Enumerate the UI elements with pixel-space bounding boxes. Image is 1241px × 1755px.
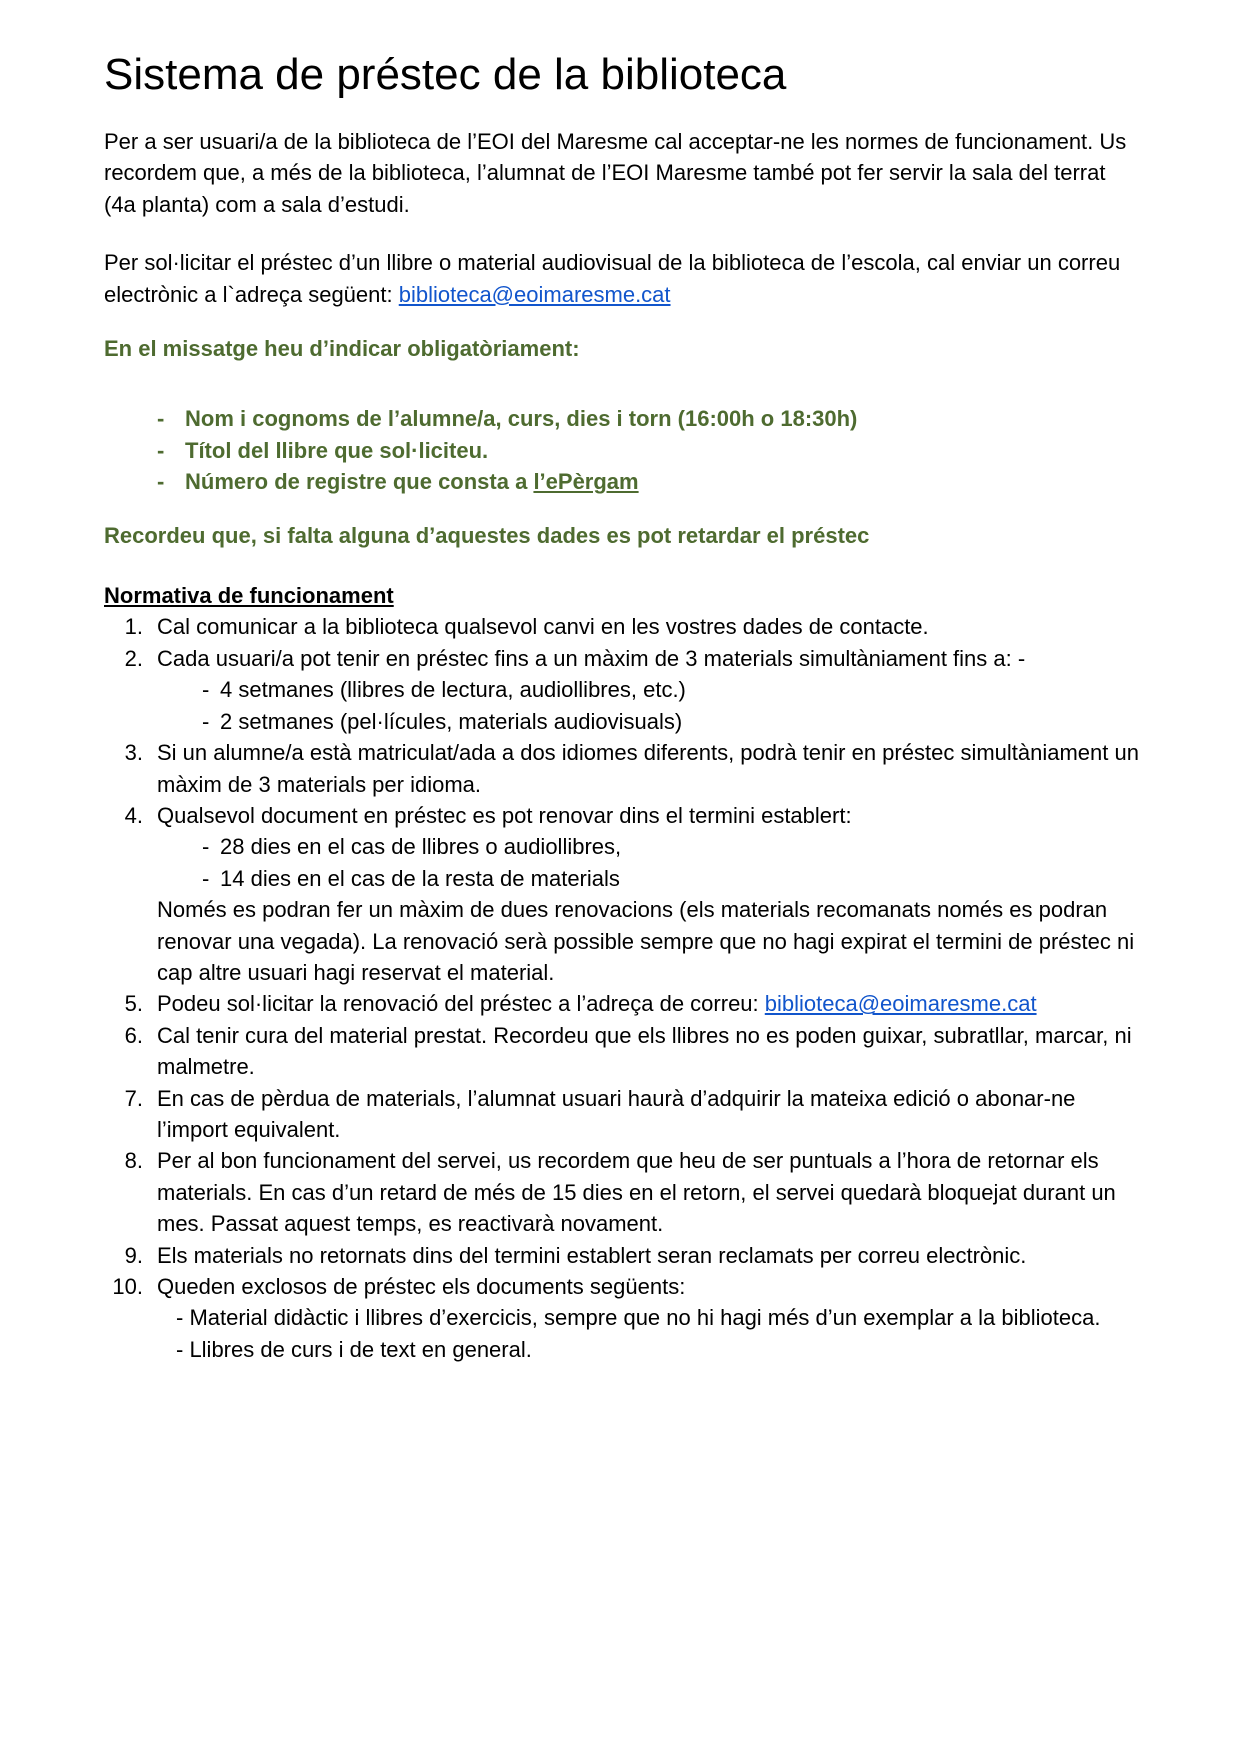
rule-item (104, 1020, 1151, 1083)
rule-text: Podeu sol·licitar la renovació del préstec a l’adreça de correu: (157, 991, 765, 1017)
rule-subitem-text: 14 dies en el cas de la resta de materials (220, 865, 620, 891)
rule-text: Queden exclosos de préstec els documents següents: (157, 1274, 686, 1299)
dash-marker: - (157, 469, 165, 495)
dash-marker: - (202, 677, 210, 703)
intro-paragraph-2-text: Per sol·licitar el préstec d’un llibre o material audiovisual de la biblioteca de l’escola, cal enviar un correu electrònic a l`adreça següent: (104, 250, 1121, 307)
rule-sublist (104, 831, 1151, 894)
rule-subitem (104, 863, 1151, 894)
rule-subitem-text: 28 dies en el cas de llibres o audiollibres, (220, 834, 622, 860)
requirement-item (104, 466, 1151, 497)
rule-text: Els materials no retornats dins del termini establert seran reclamats per correu electrònic. (157, 1242, 1027, 1268)
requirements-note: Recordeu que, si falta alguna d’aquestes dades es pot retardar el préstec (104, 522, 870, 548)
number-marker: 2. (124, 645, 143, 671)
excluded-item: - Llibres de curs i de text en general. (176, 1336, 532, 1362)
renewal-email-link[interactable]: biblioteca@eoimaresme.cat (764, 991, 1037, 1017)
number-marker: 5. (124, 991, 143, 1017)
rule-text: Cal tenir cura del material prestat. Recordeu que els llibres no es poden guixar, subratllar, marcar, ni malmetre. (157, 1022, 1132, 1080)
dash-marker: - (202, 834, 210, 860)
rule-subitem (104, 674, 1151, 705)
requirement-item (104, 403, 1151, 434)
number-marker: 1. (124, 614, 143, 640)
rule-item (104, 1271, 1151, 1365)
rules-heading: Normativa de funcionament (104, 583, 394, 609)
number-marker: 3. (124, 740, 143, 766)
requirement-item-text: Número de registre que consta a (185, 469, 534, 495)
dash-marker: - (157, 437, 165, 463)
rule-item (104, 1083, 1151, 1146)
intro-paragraph-1: Per a ser usuari/a de la biblioteca de l’EOI del Maresme cal acceptar-ne les normes de funcionament. Us recordem que, a més de la biblioteca, l’alumnat de l’EOI Maresme també pot fer servir la sala del terrat (4a planta) com a sala d’estudi. (104, 129, 1127, 217)
rules-list (104, 611, 1151, 1365)
rule-item (104, 800, 1151, 988)
number-marker: 9. (124, 1242, 143, 1268)
rule-continuation: Només es podran fer un màxim de dues renovacions (els materials recomanats només es podran renovar una vegada). La renovació serà possible sempre que no hagi expirat el termini de préstec ni cap altre usuari hagi reservat el material. (157, 897, 1135, 985)
number-marker: 8. (124, 1148, 143, 1174)
rule-subitem-text: 2 setmanes (pel·lícules, materials audiovisuals) (220, 708, 683, 734)
email-link[interactable]: biblioteca@eoimaresme.cat (398, 281, 671, 307)
dash-marker: - (157, 406, 165, 432)
rule-item (104, 611, 1151, 642)
page-title: Sistema de préstec de la biblioteca (104, 50, 787, 99)
requirement-item-text: Nom i cognoms de l’alumne/a, curs, dies i torn (16:00h o 18:30h) (185, 406, 858, 432)
rule-item (104, 643, 1151, 737)
dash-marker: - (202, 708, 210, 734)
rule-text: Cal comunicar a la biblioteca qualsevol canvi en les vostres dades de contacte. (157, 614, 929, 640)
excluded-item: - Material didàctic i llibres d’exercicis, sempre que no hi hagi més d’un exemplar a la biblioteca. (176, 1305, 1101, 1331)
epergam-link[interactable]: l’ePèrgam (533, 469, 639, 495)
rule-text: Qualsevol document en préstec es pot renovar dins el termini establert: (157, 802, 852, 828)
number-marker: 7. (124, 1085, 143, 1111)
requirement-item-text: Títol del llibre que sol·liciteu. (185, 437, 489, 463)
number-marker: 6. (124, 1022, 143, 1048)
rule-sublist (104, 674, 1151, 737)
rule-item (104, 988, 1151, 1019)
intro-paragraph-2 (104, 247, 1139, 310)
dash-marker: - (202, 865, 210, 891)
rule-text: Per al bon funcionament del servei, us recordem que heu de ser puntuals a l’hora de retornar els materials. En cas d’un retard de més de 15 dies en el retorn, el servei quedarà bloquejat durant un mes. Passat aquest temps, es reactivarà novament. (157, 1148, 1116, 1237)
rule-text: Cada usuari/a pot tenir en préstec fins a un màxim de 3 materials simultàniament fins a: - (157, 645, 1026, 671)
rule-item (104, 737, 1151, 800)
number-marker: 10. (112, 1274, 143, 1299)
rule-text: Si un alumne/a està matriculat/ada a dos idiomes diferents, podrà tenir en préstec simultàniament un màxim de 3 materials per idioma. (157, 740, 1139, 797)
rule-subitem-text: 4 setmanes (llibres de lectura, audiollibres, etc.) (220, 677, 686, 703)
rule-item (104, 1240, 1151, 1271)
rule-text: En cas de pèrdua de materials, l’alumnat usuari haurà d’adquirir la mateixa edició o abonar-ne l’import equivalent. (157, 1085, 1076, 1142)
number-marker: 4. (124, 802, 143, 828)
rule-item (104, 1145, 1151, 1239)
requirement-item (104, 435, 1151, 466)
rule-subitem (104, 831, 1151, 862)
requirements-list (104, 403, 1151, 497)
requirements-heading: En el missatge heu d’indicar obligatòriament: (104, 336, 580, 362)
rule-subitem (104, 706, 1151, 737)
